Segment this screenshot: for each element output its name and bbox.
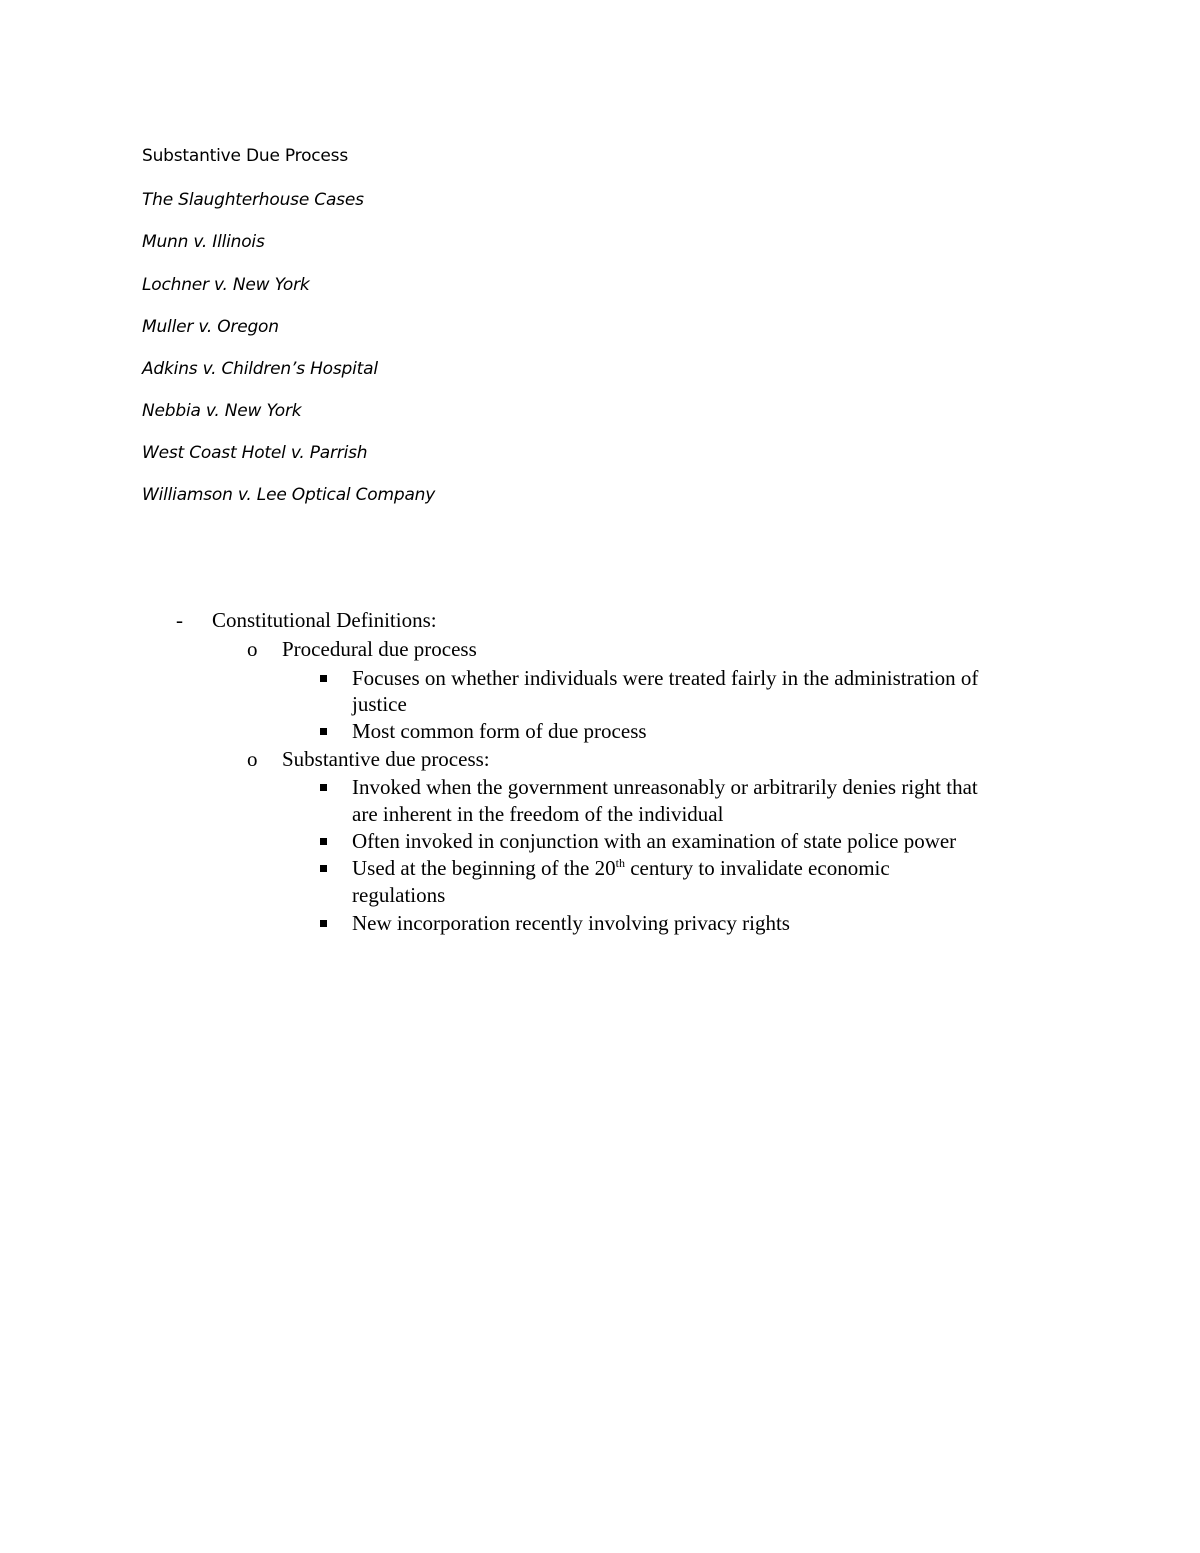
list-item-line: Most common form of due process xyxy=(352,719,647,743)
case-item: West Coast Hotel v. Parrish xyxy=(142,443,368,463)
substantive-due-process-label: Substantive due process: xyxy=(282,747,490,771)
list-item-line: Focuses on whether individuals were treated fairly in the administration of xyxy=(352,666,979,690)
square-bullet xyxy=(320,728,327,735)
square-bullet xyxy=(320,675,327,682)
case-item: Muller v. Oregon xyxy=(142,317,279,337)
list-item-line: New incorporation recently involving privacy rights xyxy=(352,911,790,935)
document-title: Substantive Due Process xyxy=(142,146,348,166)
case-item: The Slaughterhouse Cases xyxy=(142,190,364,210)
square-bullet xyxy=(320,784,327,791)
case-item: Williamson v. Lee Optical Company xyxy=(142,485,436,505)
procedural-due-process-label: Procedural due process xyxy=(282,637,477,661)
dash-bullet: - xyxy=(176,608,183,632)
outline-heading: Constitutional Definitions: xyxy=(212,608,437,632)
case-item: Lochner v. New York xyxy=(142,275,310,295)
ordinal-superscript: th xyxy=(615,856,625,870)
list-item-line: Used at the beginning of the 20th century to invalidate economic xyxy=(352,856,890,880)
circle-bullet: o xyxy=(247,637,258,661)
list-item-line: Invoked when the government unreasonably or arbitrarily denies right that xyxy=(352,775,978,799)
square-bullet xyxy=(320,865,327,872)
case-item: Nebbia v. New York xyxy=(142,401,302,421)
list-item-line: are inherent in the freedom of the individual xyxy=(352,802,724,826)
case-item: Munn v. Illinois xyxy=(142,232,265,252)
list-item-line: justice xyxy=(352,692,407,716)
list-item-line: regulations xyxy=(352,883,446,907)
square-bullet xyxy=(320,838,327,845)
list-item-line: Often invoked in conjunction with an examination of state police power xyxy=(352,829,957,853)
square-bullet xyxy=(320,920,327,927)
case-item: Adkins v. Children’s Hospital xyxy=(142,359,378,379)
circle-bullet: o xyxy=(247,747,258,771)
